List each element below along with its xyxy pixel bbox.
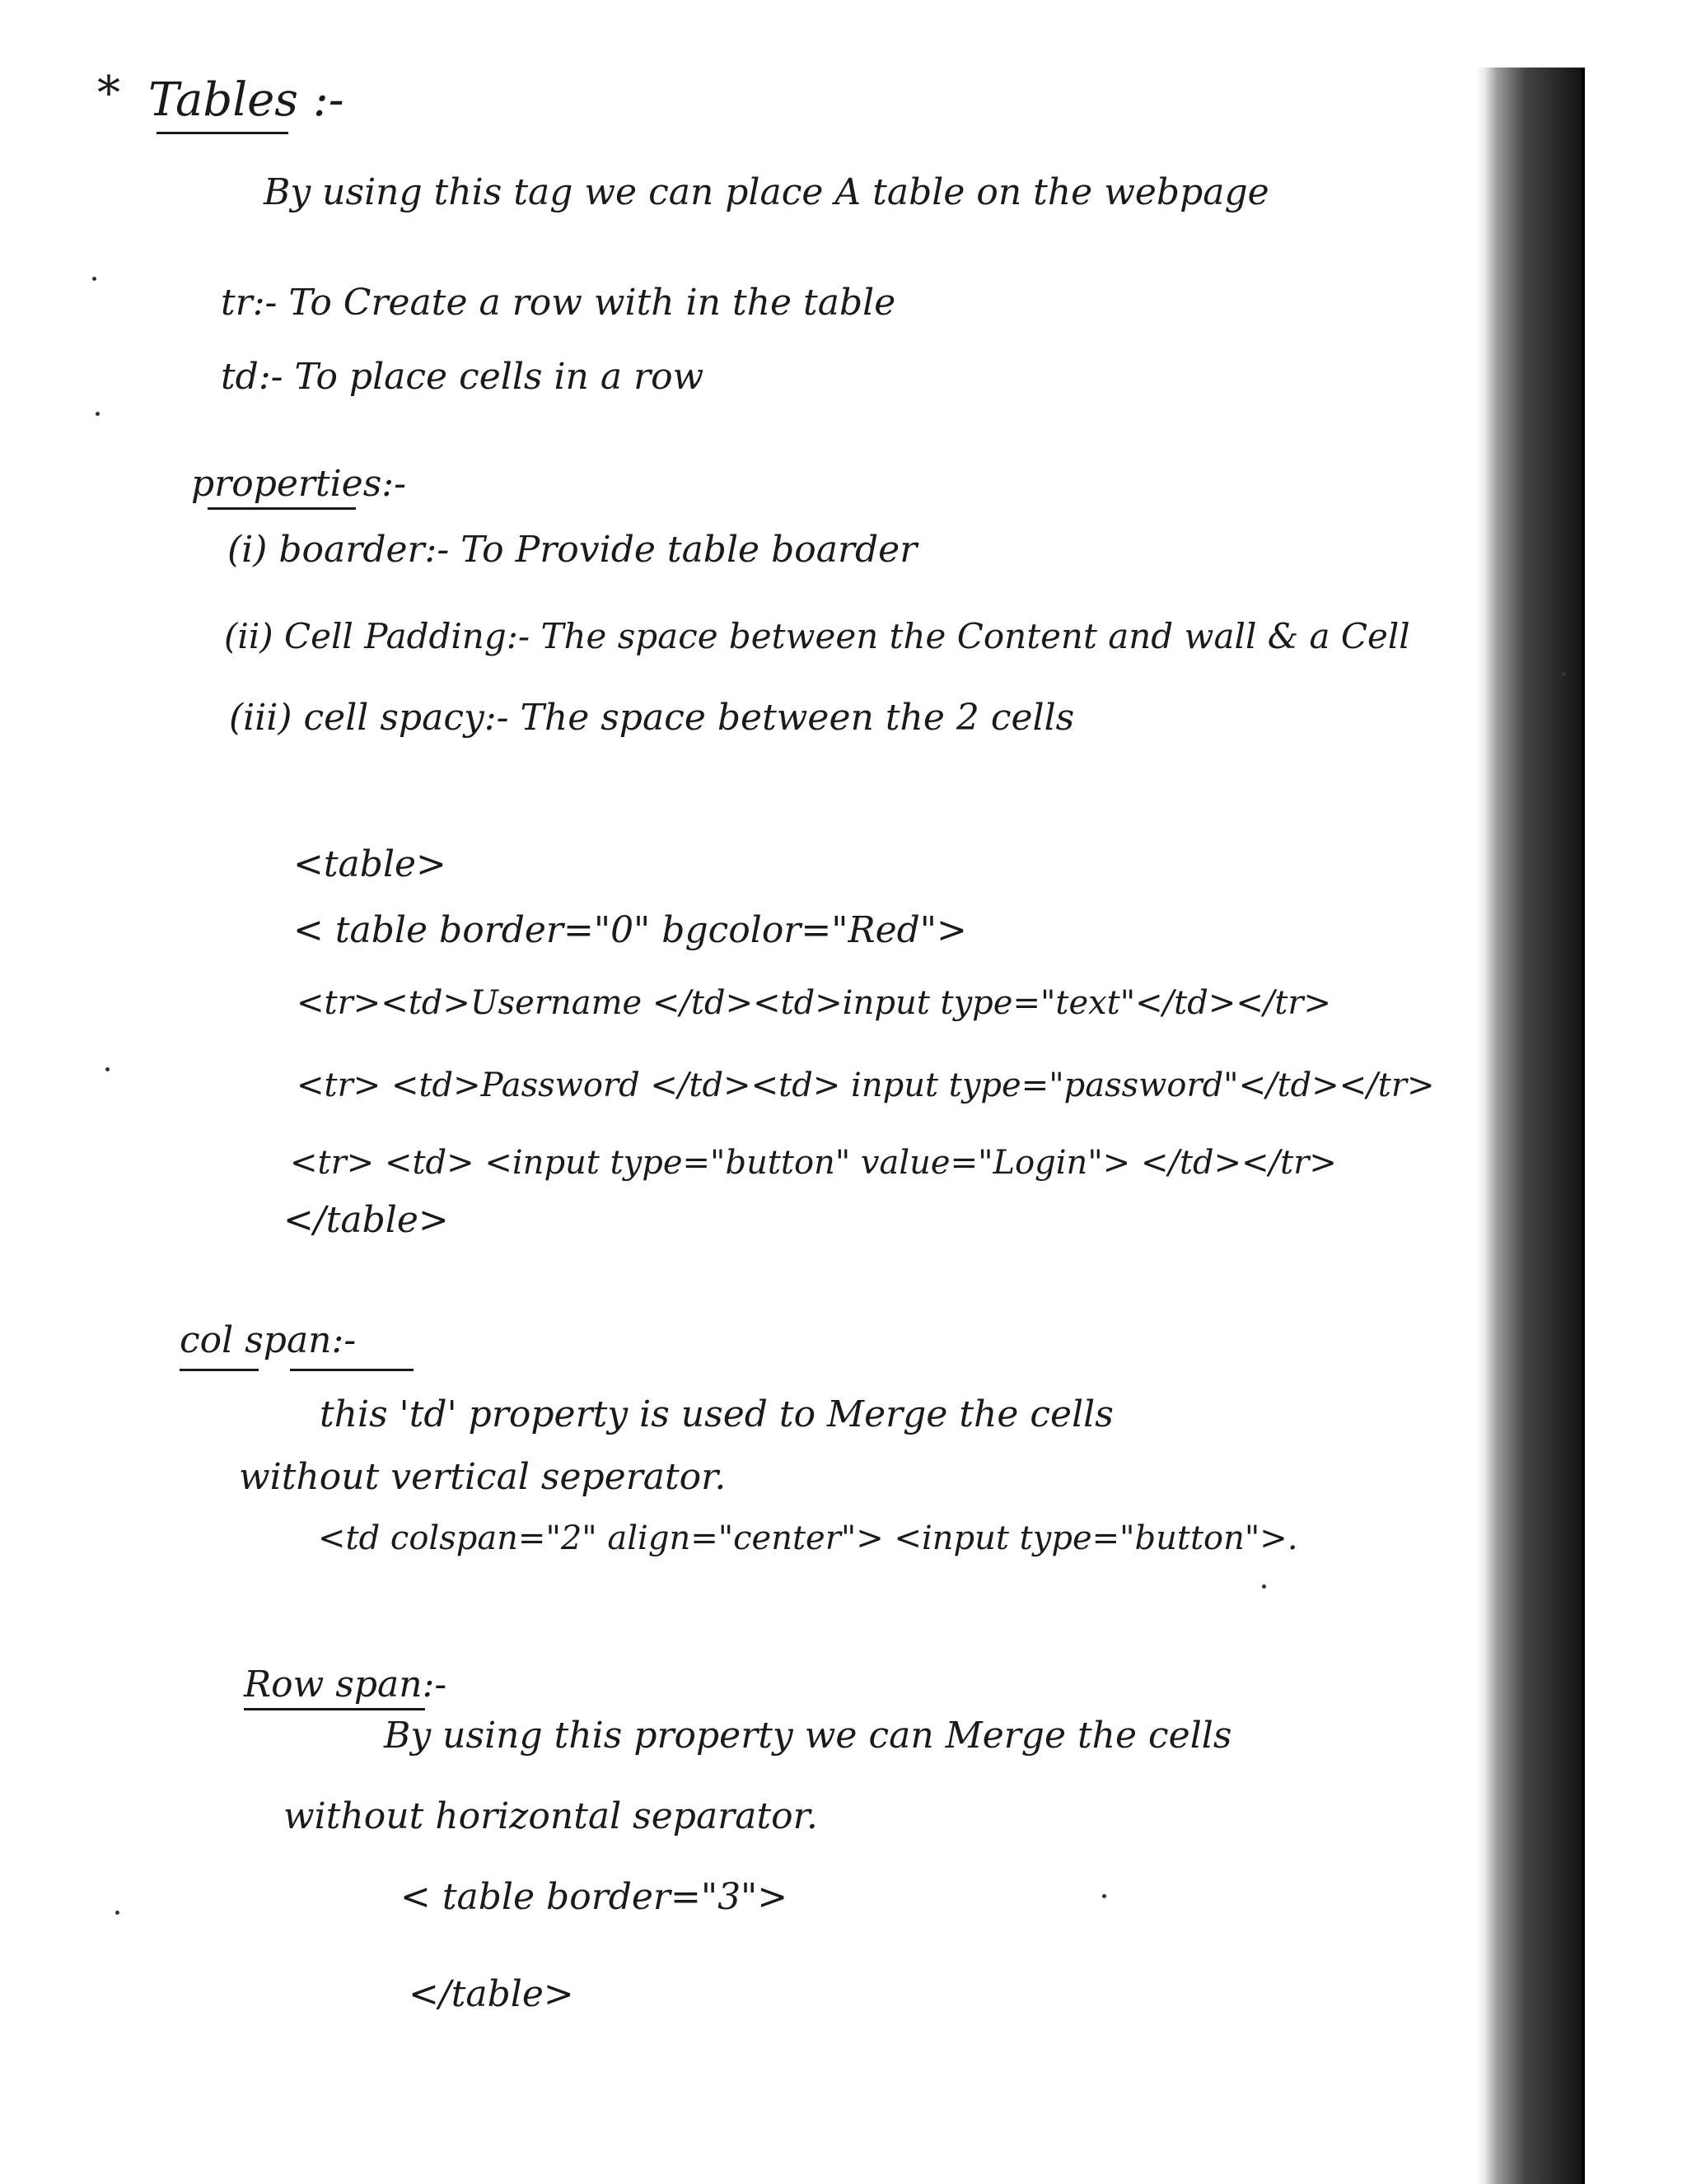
scan-speck [115,1911,119,1915]
code-line: <tr><td>Username </td><td>input type="text"</td></tr> [297,984,1332,1022]
rowspan-title: Row span:- [244,1664,447,1706]
rowspan-line: without horizontal separator. [283,1795,818,1837]
page-title: Tables :- [148,73,344,127]
rowspan-line: By using this property we can Merge the cells [384,1715,1232,1757]
properties-title: properties:- [191,463,406,505]
scan-speck [1562,672,1566,676]
scan-speck [92,277,96,281]
colspan-code: <td colspan="2" align="center"> <input type="button">. [318,1519,1298,1557]
rowspan-code: < table border="3"> [400,1876,788,1918]
colspan-underline [180,1369,259,1371]
code-line: <tr> <td> <input type="button" value="Login"> </td></tr> [290,1144,1337,1182]
scan-edge-line [1582,68,1585,2184]
colspan-title: col span:- [180,1319,357,1361]
property-item: (i) boarder:- To Provide table boarder [227,529,918,571]
scan-speck [1262,1584,1266,1589]
tr-description: tr:- To Create a row with in the table [221,282,896,324]
scan-edge-shadow [1476,68,1585,2184]
code-line: <table> [293,843,446,885]
property-item: (ii) Cell Padding:- The space between the Content and wall & a Cell [224,616,1410,656]
scan-speck [105,1067,110,1071]
scan-speck [1102,1894,1106,1898]
code-line: <tr> <td>Password </td><td> input type="password"</td></tr> [297,1066,1435,1104]
colspan-line: this 'td' property is used to Merge the cells [320,1393,1114,1435]
property-item: (iii) cell spacy:- The space between the 2 cells [229,697,1075,739]
properties-underline [208,507,356,510]
heading-mark: * [97,67,120,120]
intro-text: By using this tag we can place A table on the webpage [264,171,1269,213]
colspan-underline [290,1369,414,1371]
rowspan-code: </table> [409,1973,574,2015]
code-line: </table> [283,1199,449,1241]
td-description: td:- To place cells in a row [221,356,704,398]
scan-speck [96,412,100,416]
code-line: < table border="0" bgcolor="Red"> [293,909,967,951]
rowspan-underline [244,1708,425,1710]
title-underline [157,132,288,134]
colspan-line: without vertical seperator. [239,1456,727,1498]
